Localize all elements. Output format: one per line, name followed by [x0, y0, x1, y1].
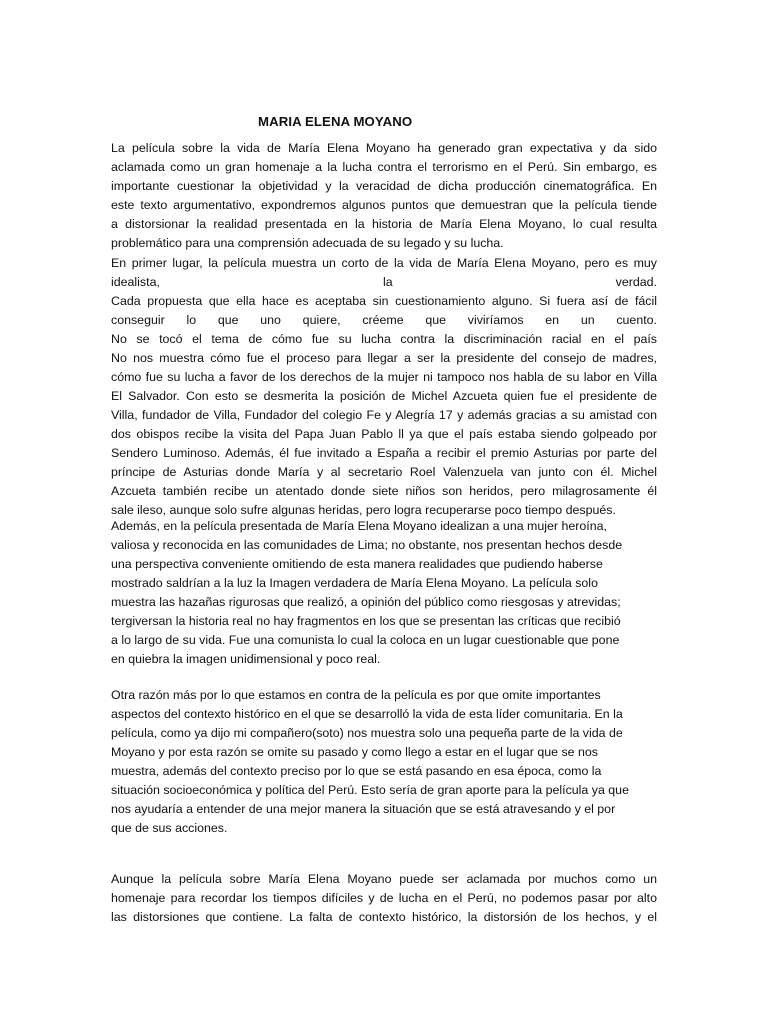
text-line: Villa, fundador de Villa, Fundador del colegio Fe y Alegría 17 y además gracias a su amistad con — [111, 408, 657, 422]
text-line: dos obispos recibe la visita del Papa Juan Pablo ll ya que el país estaba siendo golpeado por — [111, 427, 657, 441]
text-line: Aunque la película sobre María Elena Moyano puede ser aclamada por muchos como un — [111, 872, 657, 886]
paragraph-first-argument — [111, 254, 657, 520]
paragraph-second-argument — [111, 517, 657, 669]
text-line: a lo largo de su vida. Fue una comunista lo cual la coloca en un lugar cuestionable que pone — [111, 633, 620, 647]
text-line: No nos muestra cómo fue el proceso para llegar a ser la presidente del consejo de madres, — [111, 351, 657, 365]
text-line: muestra las hazañas rigurosas que realizó, a opinión del público como riesgosas y atrevidas; — [111, 595, 621, 609]
text-line: en quiebra la imagen unidimensional y poco real. — [111, 652, 381, 666]
text-line: En primer lugar, la película muestra un corto de la vida de María Elena Moyano, pero es muy — [111, 256, 657, 270]
text-line: Además, en la película presentada de María Elena Moyano idealizan a una mujer heroína, — [111, 519, 607, 533]
text-line: las distorsiones que contiene. La falta de contexto histórico, la distorsión de los hechos, y el — [111, 910, 657, 924]
text-line: Otra razón más por lo que estamos en contra de la película es por que omite importantes — [111, 688, 601, 702]
text-line: El Salvador. Con esto se desmerita la posición de Michel Azcueta quien fue el presidente de — [111, 389, 657, 403]
text-line: mostrado saldrían a la luz la Imagen verdadera de María Elena Moyano. La película solo — [111, 576, 598, 590]
text-line: nos ayudaría a entender de una mejor manera la situación que se está atravesando y el por — [111, 802, 616, 816]
text-line: muestra, además del contexto preciso por lo que se está pasando en esa época, como la — [111, 764, 602, 778]
document-title: MARIA ELENA MOYANO — [258, 114, 413, 129]
text-line: importante cuestionar la objetividad y la veracidad de dicha producción cinematográfica. En — [111, 179, 657, 193]
text-line: problemático para una comprensión adecuada de su legado y su lucha. — [111, 236, 504, 250]
paragraph-third-argument — [111, 686, 657, 838]
text-line: Azcueta también recibe un atentado donde siete niños son heridos, pero milagrosamente él — [111, 484, 657, 498]
text-line: situación socioeconómica y política del Perú. Esto sería de gran aporte para la película ya que — [111, 783, 629, 797]
text-line: No se tocó el tema de cómo fue su lucha contra la discriminación racial en el país — [111, 332, 657, 346]
text-line: cómo fue su lucha a favor de los derechos de la mujer ni tampoco nos habla de su labor en Villa — [111, 370, 657, 384]
text-line: La película sobre la vida de María Elena Moyano ha generado gran expectativa y da sido — [111, 141, 657, 155]
text-line: este texto argumentativo, expondremos algunos puntos que demuestran que la película tiende — [111, 198, 657, 212]
text-line: Sendero Luminoso. Además, él fue invitado a España a recibir el premio Asturias por parte del — [111, 446, 657, 460]
text-line: Cada propuesta que ella hace es aceptaba sin cuestionamiento alguno. Si fuera así de fácil — [111, 294, 657, 308]
text-line: homenaje para recordar los tiempos difíciles y de lucha en el Perú, no podemos pasar por alto — [111, 891, 657, 905]
paragraph-conclusion — [111, 870, 657, 927]
text-line: Moyano y por esta razón se omite su pasado y como llego a estar en el lugar que se nos — [111, 745, 598, 759]
text-line: que de sus acciones. — [111, 821, 228, 835]
paragraph-introduction — [111, 139, 657, 253]
text-line: idealista, la verdad. — [111, 275, 657, 289]
text-line: tergiversan la historia real no hay fragmentos en los que se presentan las críticas que recibió — [111, 614, 621, 628]
text-line: a distorsionar la realidad presentada en la historia de María Elena Moyano, lo cual resulta — [111, 217, 657, 231]
text-line: conseguir lo que uno quiere, créeme que viviríamos en un cuento. — [111, 313, 657, 327]
text-line: aspectos del contexto histórico en el que se desarrolló la vida de esta líder comunitaria. En la — [111, 707, 623, 721]
text-line: una perspectiva conveniente omitiendo de esta manera realidades que pudiendo haberse — [111, 557, 603, 571]
text-line: valiosa y reconocida en las comunidades de Lima; no obstante, nos presentan hechos desde — [111, 538, 623, 552]
text-line: aclamada como un gran homenaje a la lucha contra el terrorismo en el Perú. Sin embargo, es — [111, 160, 657, 174]
text-line: película, como ya dijo mi compañero(soto) nos muestra solo una pequeña parte de la vida de — [111, 726, 623, 740]
text-line: sale ileso, aunque solo sufre algunas heridas, pero logra recuperarse poco tiempo después. — [111, 503, 616, 517]
text-line: príncipe de Asturias donde María y al secretario Roel Valenzuela van junto con él. Michel — [111, 465, 657, 479]
